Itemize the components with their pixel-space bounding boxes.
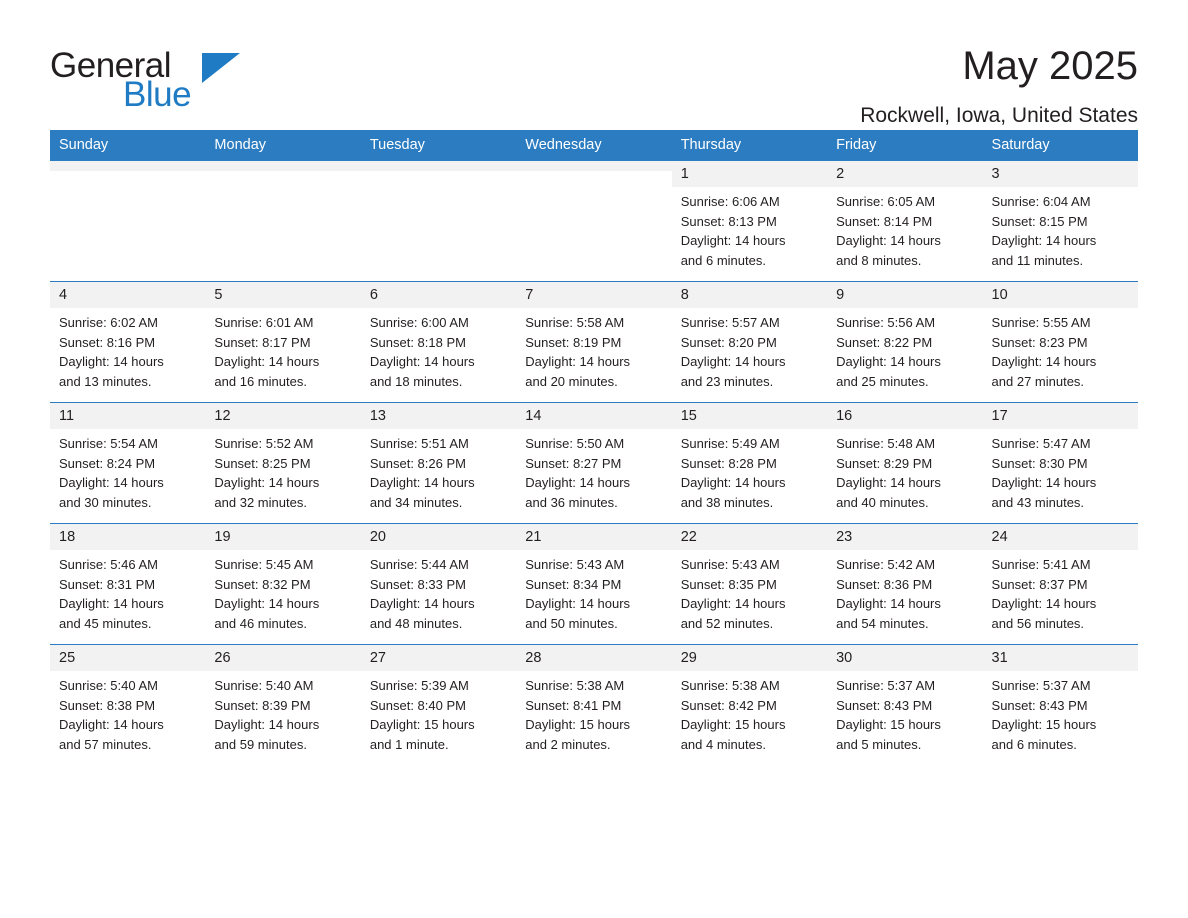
day-detail-line: Daylight: 14 hours [525, 354, 631, 369]
day-detail-line: and 6 minutes. [680, 252, 766, 268]
day-detail-line: Daylight: 14 hours [214, 596, 320, 611]
day-detail-line: Sunrise: 6:06 AM [680, 194, 780, 209]
calendar-day-cell [361, 403, 516, 524]
day-number [516, 161, 671, 171]
calendar-week-row [50, 282, 1138, 403]
weekday-header-wednesday: Wednesday [516, 130, 671, 161]
day-number: 20 [361, 524, 516, 550]
day-detail-line: Sunset: 8:17 PM [214, 334, 311, 350]
day-detail-line: and 59 minutes. [214, 736, 307, 752]
day-details [827, 308, 982, 391]
day-detail-line: Sunset: 8:29 PM [836, 455, 933, 471]
day-detail-line: and 50 minutes. [525, 615, 618, 631]
day-detail-line: and 38 minutes. [680, 494, 774, 510]
day-detail-line: Daylight: 15 hours [525, 717, 631, 732]
day-detail-line: Sunrise: 5:40 AM [59, 678, 158, 693]
day-detail-line: Sunset: 8:35 PM [680, 576, 777, 592]
sunrise-sunset-calendar [50, 130, 1138, 765]
calendar-week-row [50, 403, 1138, 524]
day-detail-line: Sunset: 8:43 PM [991, 697, 1088, 713]
day-detail-line: and 52 minutes. [680, 615, 774, 631]
weekday-header-friday: Friday [827, 130, 982, 161]
day-detail-line: Sunset: 8:39 PM [214, 697, 311, 713]
day-number [361, 161, 516, 171]
day-number: 25 [50, 645, 205, 671]
day-detail-line: Daylight: 14 hours [59, 354, 164, 369]
calendar-day-cell [205, 645, 360, 766]
page-title: May 2025 [962, 44, 1138, 88]
day-detail-line: Sunset: 8:41 PM [525, 697, 622, 713]
day-number: 8 [672, 282, 827, 308]
day-detail-line: Daylight: 14 hours [680, 233, 786, 248]
day-detail-line: Sunrise: 5:45 AM [214, 557, 314, 572]
day-detail-line: Daylight: 14 hours [991, 475, 1097, 490]
day-detail-line: and 25 minutes. [836, 373, 929, 389]
day-detail-line: Sunrise: 5:43 AM [525, 557, 625, 572]
day-detail-line: Sunrise: 5:38 AM [525, 678, 625, 693]
calendar-week-row [50, 645, 1138, 766]
day-detail-line: and 46 minutes. [214, 615, 307, 631]
day-detail-line: and 36 minutes. [525, 494, 618, 510]
day-number: 22 [672, 524, 827, 550]
calendar-cell-empty [361, 161, 516, 282]
day-number: 4 [50, 282, 205, 308]
day-detail-line: and 43 minutes. [991, 494, 1085, 510]
day-details [361, 671, 516, 754]
logo-text-general: General [50, 46, 172, 85]
day-detail-line: and 6 minutes. [991, 736, 1077, 752]
day-detail-line: and 27 minutes. [991, 373, 1085, 389]
day-detail-line: and 56 minutes. [991, 615, 1085, 631]
calendar-day-cell [672, 645, 827, 766]
day-detail-line: Sunrise: 6:01 AM [214, 315, 314, 330]
day-detail-line: Sunset: 8:34 PM [525, 576, 622, 592]
day-detail-line: Daylight: 14 hours [836, 596, 941, 611]
calendar-day-cell [50, 524, 205, 645]
day-number: 14 [516, 403, 671, 429]
calendar-cell-empty [516, 161, 671, 282]
calendar-day-cell [983, 524, 1138, 645]
calendar-day-cell [516, 645, 671, 766]
title-block [310, 40, 1138, 128]
day-details [50, 308, 205, 391]
day-detail-line: Daylight: 15 hours [836, 717, 941, 732]
calendar-day-cell [983, 403, 1138, 524]
day-details [361, 550, 516, 633]
day-detail-line: Daylight: 14 hours [680, 475, 786, 490]
calendar-body [50, 161, 1138, 766]
day-number: 9 [827, 282, 982, 308]
day-detail-line: Sunrise: 5:37 AM [991, 678, 1091, 693]
day-detail-line: and 34 minutes. [369, 494, 463, 510]
day-detail-line: Sunset: 8:24 PM [59, 455, 156, 471]
day-number: 19 [205, 524, 360, 550]
day-detail-line: Sunset: 8:16 PM [59, 334, 156, 350]
day-detail-line: and 4 minutes. [680, 736, 766, 752]
calendar-day-cell [672, 524, 827, 645]
calendar-day-cell [205, 524, 360, 645]
location-subtitle: Rockwell, Iowa, United States [860, 104, 1138, 127]
day-detail-line: Sunrise: 6:05 AM [836, 194, 936, 209]
day-detail-line: Sunrise: 5:58 AM [525, 315, 625, 330]
day-details [50, 671, 205, 754]
day-detail-line: Sunset: 8:26 PM [369, 455, 466, 471]
day-detail-line: Sunset: 8:27 PM [525, 455, 622, 471]
day-detail-line: Sunrise: 6:04 AM [991, 194, 1091, 209]
day-details [361, 308, 516, 391]
day-detail-line: Sunset: 8:18 PM [369, 334, 466, 350]
logo-text-blue: Blue [123, 75, 192, 114]
day-number: 3 [983, 161, 1138, 187]
day-details [672, 187, 827, 270]
day-detail-line: and 30 minutes. [59, 494, 152, 510]
day-number: 5 [205, 282, 360, 308]
day-details [672, 671, 827, 754]
day-detail-line: Sunrise: 5:46 AM [59, 557, 158, 572]
day-details [205, 308, 360, 391]
day-number: 29 [672, 645, 827, 671]
day-detail-line: Daylight: 14 hours [369, 475, 475, 490]
day-number: 16 [827, 403, 982, 429]
calendar-day-cell [50, 282, 205, 403]
day-number: 24 [983, 524, 1138, 550]
day-number: 6 [361, 282, 516, 308]
day-number: 12 [205, 403, 360, 429]
calendar-day-cell [516, 524, 671, 645]
day-detail-line: Daylight: 14 hours [836, 233, 941, 248]
day-detail-line: and 48 minutes. [369, 615, 463, 631]
day-number: 27 [361, 645, 516, 671]
day-detail-line: Daylight: 15 hours [991, 717, 1097, 732]
day-details [827, 429, 982, 512]
weekday-header-tuesday: Tuesday [361, 130, 516, 161]
day-detail-line: Sunset: 8:30 PM [991, 455, 1088, 471]
day-detail-line: Sunrise: 6:02 AM [59, 315, 158, 330]
day-detail-line: Sunrise: 6:00 AM [369, 315, 469, 330]
day-detail-line: Sunset: 8:36 PM [836, 576, 933, 592]
day-number [205, 161, 360, 171]
day-detail-line: Sunrise: 5:57 AM [680, 315, 780, 330]
calendar-day-cell [672, 282, 827, 403]
day-detail-line: Daylight: 14 hours [991, 354, 1097, 369]
day-detail-line: and 57 minutes. [59, 736, 152, 752]
day-details [361, 429, 516, 512]
day-detail-line: Sunrise: 5:51 AM [369, 436, 469, 451]
calendar-day-cell [50, 645, 205, 766]
day-detail-line: Daylight: 14 hours [836, 354, 941, 369]
day-detail-line: Daylight: 14 hours [991, 233, 1097, 248]
day-details [205, 550, 360, 633]
weekday-header-monday: Monday [205, 130, 360, 161]
day-number: 15 [672, 403, 827, 429]
day-detail-line: Sunset: 8:13 PM [680, 213, 777, 229]
day-detail-line: Sunset: 8:38 PM [59, 697, 156, 713]
day-detail-line: Sunset: 8:14 PM [836, 213, 933, 229]
calendar-day-cell [672, 161, 827, 282]
calendar-day-cell [983, 161, 1138, 282]
day-detail-line: Daylight: 14 hours [214, 354, 320, 369]
day-detail-line: Daylight: 14 hours [59, 475, 164, 490]
day-number: 13 [361, 403, 516, 429]
day-details [205, 671, 360, 754]
day-detail-line: Sunset: 8:32 PM [214, 576, 311, 592]
day-detail-line: and 5 minutes. [836, 736, 922, 752]
day-details [50, 550, 205, 633]
day-detail-line: Sunset: 8:15 PM [991, 213, 1088, 229]
day-details [827, 550, 982, 633]
calendar-day-cell [983, 645, 1138, 766]
day-detail-line: and 11 minutes. [991, 252, 1084, 268]
day-details [672, 429, 827, 512]
day-detail-line: Daylight: 14 hours [369, 354, 475, 369]
day-number: 1 [672, 161, 827, 187]
day-detail-line: Daylight: 14 hours [214, 717, 320, 732]
day-detail-line: Sunrise: 5:40 AM [214, 678, 314, 693]
day-number: 26 [205, 645, 360, 671]
calendar-week-row [50, 161, 1138, 282]
day-detail-line: and 23 minutes. [680, 373, 774, 389]
calendar-week-row [50, 524, 1138, 645]
day-detail-line: Sunrise: 5:50 AM [525, 436, 625, 451]
day-detail-line: Sunset: 8:23 PM [991, 334, 1088, 350]
day-detail-line: Sunrise: 5:42 AM [836, 557, 936, 572]
day-detail-line: Sunset: 8:33 PM [369, 576, 466, 592]
calendar-cell-empty [205, 161, 360, 282]
day-details [516, 671, 671, 754]
day-number: 10 [983, 282, 1138, 308]
day-detail-line: Daylight: 14 hours [680, 596, 786, 611]
day-detail-line: Daylight: 14 hours [680, 354, 786, 369]
day-number [50, 161, 205, 171]
day-detail-line: and 1 minute. [369, 736, 449, 752]
calendar-day-cell [516, 282, 671, 403]
day-detail-line: Sunrise: 5:44 AM [369, 557, 469, 572]
day-detail-line: Daylight: 14 hours [59, 596, 164, 611]
page-header [50, 40, 1138, 127]
calendar-cell-empty [50, 161, 205, 282]
day-number: 28 [516, 645, 671, 671]
day-number: 2 [827, 161, 982, 187]
day-detail-line: Sunset: 8:25 PM [214, 455, 311, 471]
day-detail-line: Sunrise: 5:56 AM [836, 315, 936, 330]
day-detail-line: Daylight: 15 hours [680, 717, 786, 732]
day-detail-line: Daylight: 15 hours [369, 717, 475, 732]
day-detail-line: Daylight: 14 hours [525, 596, 631, 611]
day-number: 23 [827, 524, 982, 550]
day-detail-line: Sunrise: 5:47 AM [991, 436, 1091, 451]
calendar-day-cell [672, 403, 827, 524]
day-number: 11 [50, 403, 205, 429]
day-details [983, 187, 1138, 270]
day-detail-line: Sunrise: 5:48 AM [836, 436, 936, 451]
day-detail-line: Sunrise: 5:37 AM [836, 678, 936, 693]
day-details [205, 429, 360, 512]
day-detail-line: Sunset: 8:31 PM [59, 576, 156, 592]
day-details [827, 187, 982, 270]
day-details [516, 550, 671, 633]
day-detail-line: Daylight: 14 hours [525, 475, 631, 490]
day-number: 21 [516, 524, 671, 550]
day-details [516, 308, 671, 391]
day-detail-line: Sunset: 8:42 PM [680, 697, 777, 713]
day-detail-line: Sunrise: 5:41 AM [991, 557, 1091, 572]
calendar-day-cell [983, 282, 1138, 403]
day-detail-line: Sunrise: 5:38 AM [680, 678, 780, 693]
day-detail-line: Daylight: 14 hours [991, 596, 1097, 611]
day-detail-line: and 2 minutes. [525, 736, 611, 752]
day-number: 30 [827, 645, 982, 671]
day-detail-line: Sunset: 8:20 PM [680, 334, 777, 350]
calendar-day-cell [361, 524, 516, 645]
logo-triangle-icon [202, 53, 240, 83]
calendar-header-row [50, 130, 1138, 161]
day-detail-line: and 20 minutes. [525, 373, 618, 389]
day-detail-line: and 40 minutes. [836, 494, 929, 510]
day-detail-line: and 13 minutes. [59, 373, 152, 389]
calendar-day-cell [827, 161, 982, 282]
day-details [983, 550, 1138, 633]
calendar-day-cell [827, 524, 982, 645]
day-detail-line: and 45 minutes. [59, 615, 152, 631]
day-detail-line: and 8 minutes. [836, 252, 922, 268]
day-detail-line: Sunset: 8:22 PM [836, 334, 933, 350]
day-details [516, 429, 671, 512]
day-detail-line: Sunrise: 5:43 AM [680, 557, 780, 572]
calendar-day-cell [827, 282, 982, 403]
weekday-header-thursday: Thursday [672, 130, 827, 161]
calendar-day-cell [361, 282, 516, 403]
day-detail-line: Sunset: 8:43 PM [836, 697, 933, 713]
day-detail-line: Sunset: 8:28 PM [680, 455, 777, 471]
day-detail-line: and 54 minutes. [836, 615, 929, 631]
day-details [983, 671, 1138, 754]
day-number: 17 [983, 403, 1138, 429]
day-number: 31 [983, 645, 1138, 671]
weekday-header-sunday: Sunday [50, 130, 205, 161]
day-detail-line: Daylight: 14 hours [369, 596, 475, 611]
general-blue-logo [50, 40, 310, 112]
day-detail-line: Daylight: 14 hours [836, 475, 941, 490]
day-details [672, 550, 827, 633]
day-detail-line: Sunrise: 5:49 AM [680, 436, 780, 451]
day-detail-line: Sunset: 8:37 PM [991, 576, 1088, 592]
day-detail-line: Sunrise: 5:55 AM [991, 315, 1091, 330]
calendar-day-cell [516, 403, 671, 524]
calendar-day-cell [361, 645, 516, 766]
day-detail-line: Daylight: 14 hours [214, 475, 320, 490]
day-details [672, 308, 827, 391]
day-details [983, 429, 1138, 512]
day-details [50, 429, 205, 512]
calendar-day-cell [205, 282, 360, 403]
day-detail-line: Sunset: 8:40 PM [369, 697, 466, 713]
day-number: 18 [50, 524, 205, 550]
day-details [827, 671, 982, 754]
day-detail-line: Daylight: 14 hours [59, 717, 164, 732]
calendar-day-cell [827, 403, 982, 524]
calendar-day-cell [205, 403, 360, 524]
day-detail-line: Sunrise: 5:54 AM [59, 436, 158, 451]
day-detail-line: and 32 minutes. [214, 494, 307, 510]
day-detail-line: and 18 minutes. [369, 373, 463, 389]
day-number: 7 [516, 282, 671, 308]
calendar-day-cell [827, 645, 982, 766]
day-details [983, 308, 1138, 391]
weekday-header-saturday: Saturday [983, 130, 1138, 161]
day-detail-line: Sunset: 8:19 PM [525, 334, 622, 350]
calendar-day-cell [50, 403, 205, 524]
day-detail-line: Sunrise: 5:39 AM [369, 678, 469, 693]
day-detail-line: and 16 minutes. [214, 373, 307, 389]
day-detail-line: Sunrise: 5:52 AM [214, 436, 314, 451]
